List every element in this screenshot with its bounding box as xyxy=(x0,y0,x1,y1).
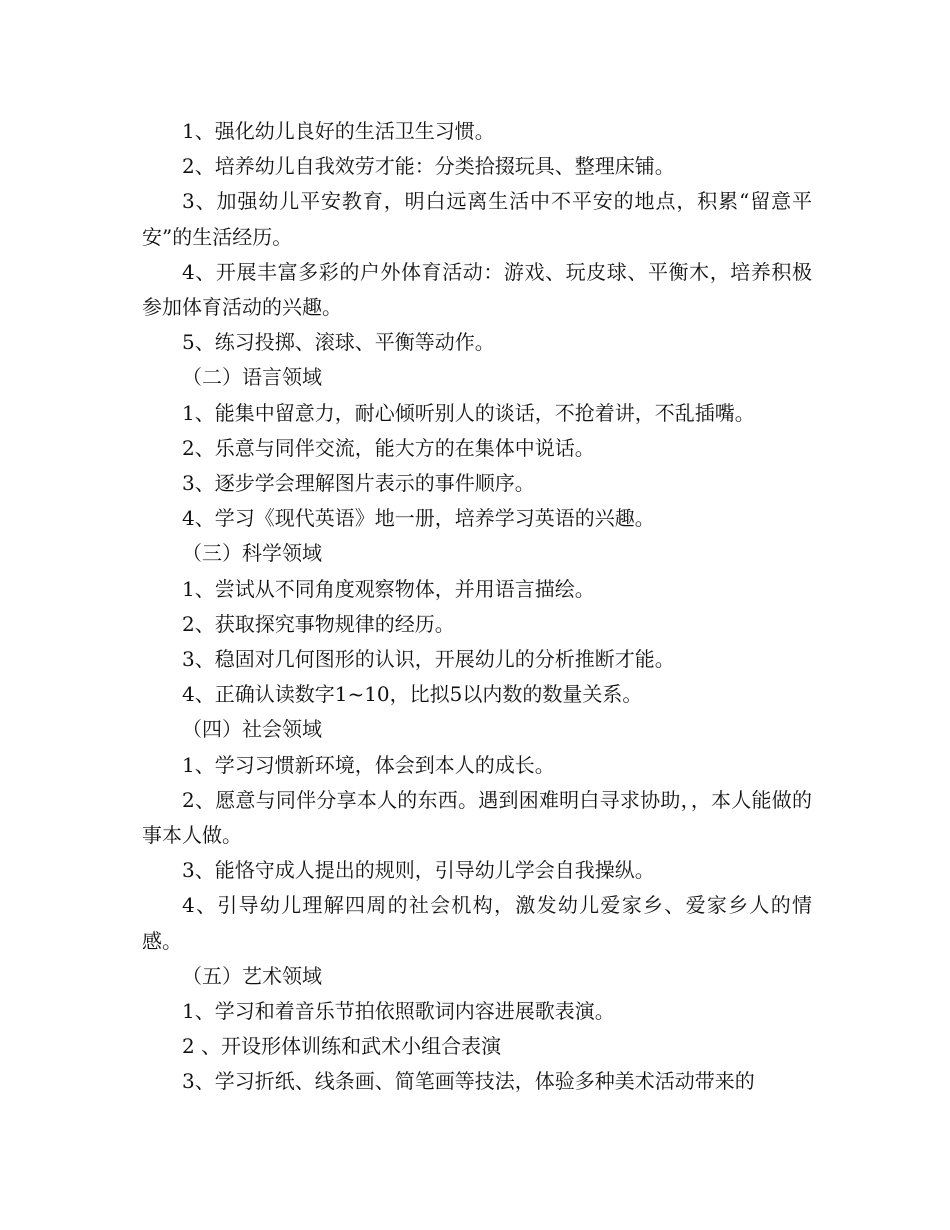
paragraph: 4、开展丰富多彩的户外体育活动：游戏、玩皮球、平衡木，培养积极参加体育活动的兴趣。 xyxy=(142,259,812,320)
paragraph: 3、能恪守成人提出的规则，引导幼儿学会自我操纵。 xyxy=(182,858,655,883)
section-heading: （五）艺术领域 xyxy=(182,963,322,988)
paragraph: 1、能集中留意力，耐心倾听别人的谈话，不抢着讲，不乱插嘴。 xyxy=(182,400,755,425)
document-page xyxy=(142,114,812,1100)
paragraph: 2、获取探究事物规律的经历。 xyxy=(182,611,455,636)
paragraph: 3、稳固对几何图形的认识，开展幼儿的分析推断才能。 xyxy=(182,647,675,672)
section-heading: （三）科学领域 xyxy=(182,541,322,566)
paragraph: 1、尝试从不同角度观察物体，并用语言描绘。 xyxy=(182,576,595,601)
paragraph: 4、正确认读数字1~10，比拟5以内数的数量关系。 xyxy=(182,682,643,707)
paragraph: 4、学习《现代英语》地一册，培养学习英语的兴趣。 xyxy=(182,506,655,531)
paragraph: 1、强化幼儿良好的生活卫生习惯。 xyxy=(182,119,495,143)
paragraph: 3、加强幼儿平安教育，明白远离生活中不平安的地点，积累“留意平安”的生活经历。 xyxy=(142,189,812,249)
paragraph: 1、学习习惯新环境，体会到本人的成长。 xyxy=(182,752,555,777)
section-heading: （四）社会领域 xyxy=(182,717,322,742)
section-heading: （二）语言领域 xyxy=(182,365,322,390)
paragraph: 2 、开设形体训练和武术小组合表演 xyxy=(182,1034,502,1059)
paragraph: 3、逐步学会理解图片表示的事件顺序。 xyxy=(182,471,535,496)
paragraph: 2、乐意与同伴交流，能大方的在集体中说话。 xyxy=(182,435,595,460)
paragraph: 4、引导幼儿理解四周的社会机构，激发幼儿爱家乡、爱家乡人的情感。 xyxy=(142,893,812,953)
paragraph: 2、培养幼儿自我效劳才能：分类拾掇玩具、整理床铺。 xyxy=(182,154,675,179)
paragraph: 1、学习和着音乐节拍依照歌词内容进展歌表演。 xyxy=(182,999,615,1024)
paragraph: 3、学习折纸、线条画、简笔画等技法，体验多种美术活动带来的 xyxy=(182,1069,755,1094)
paragraph: 2、愿意与同伴分享本人的东西。遇到困难明白寻求协助，，本人能做的事本人做。 xyxy=(142,787,812,848)
paragraph: 5、练习投掷、滚球、平衡等动作。 xyxy=(182,330,495,355)
